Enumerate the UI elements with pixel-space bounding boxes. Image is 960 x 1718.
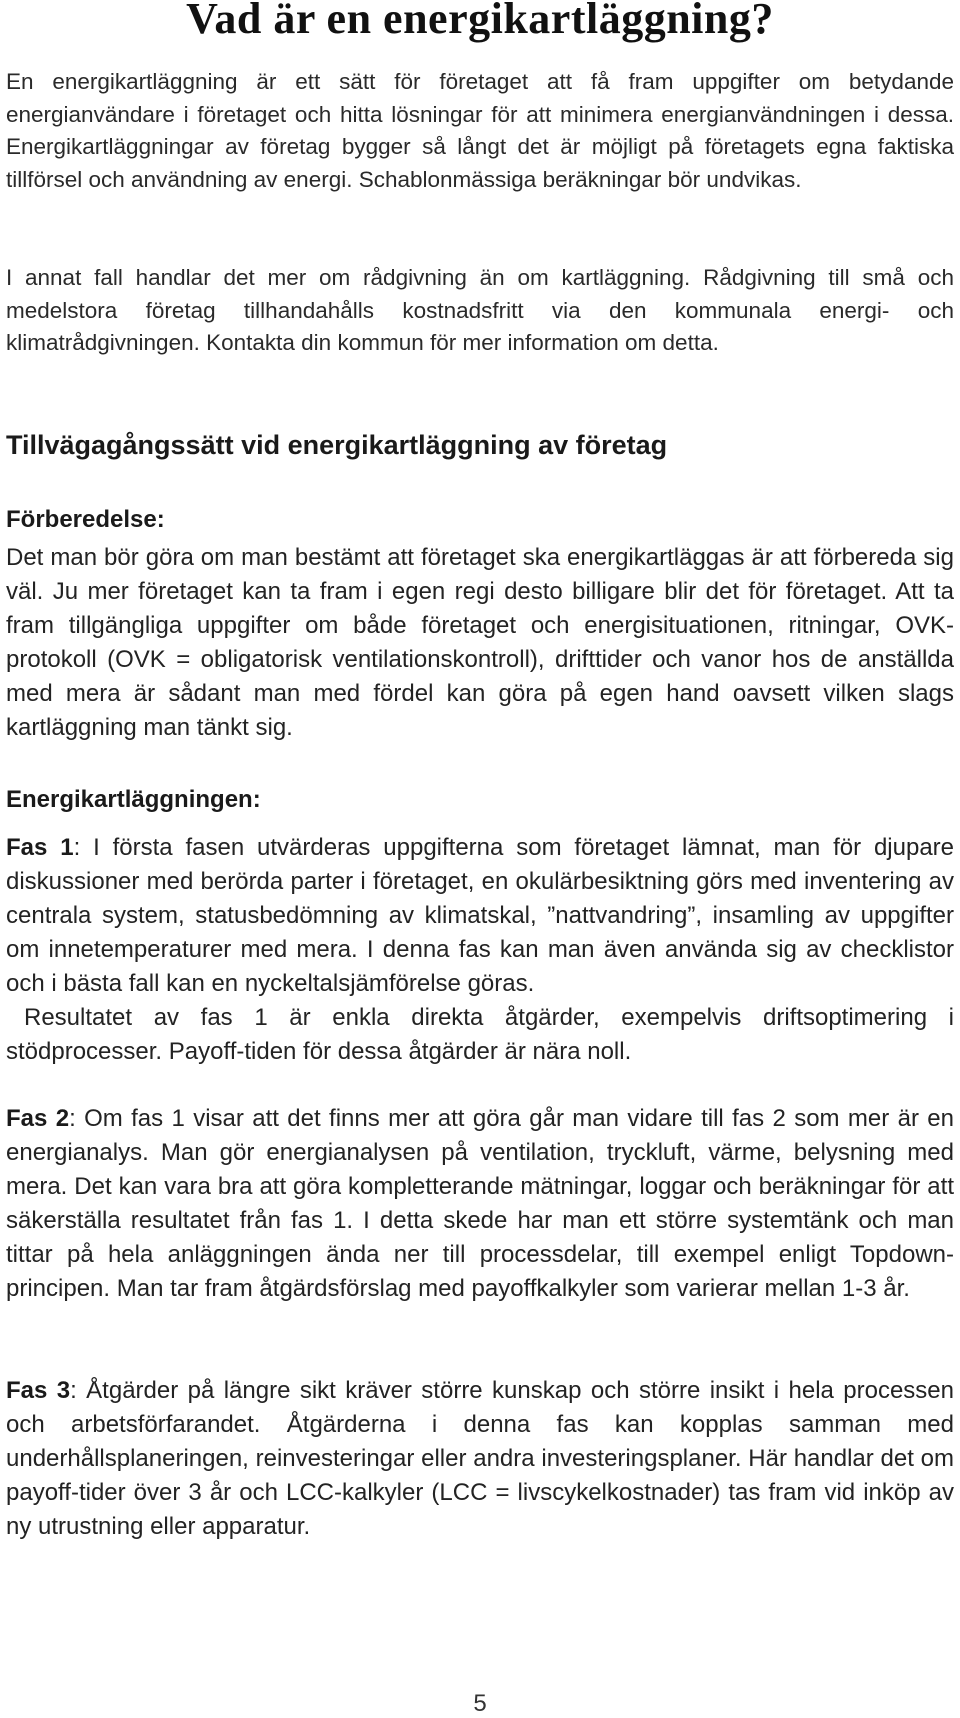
- phase-1-paragraph: [6, 831, 954, 1001]
- phase-2-text: : Om fas 1 visar att det finns mer att göra går man vidare till fas 2 som mer är en energianalys. Man gör energianalysen på ventilation, tryckluft, värme, belysning med mera. Det kan vara bra att göra kompletterande mätningar, loggar och beräkningar för att säkerställa resultatet från fas 1. I detta skede har man ett större systemtänk och man tittar på hela anläggningen ända ner till processdelar, till exempel enligt Topdown-principen. Man tar fram åtgärdsförslag med payoffkalkyler som varierar mellan 1-3 år.: [6, 1105, 954, 1302]
- phase-1-result-text: Resultatet av fas 1 är enkla direkta åtgärder, exempelvis driftsoptimering i stödprocesser. Payoff-tiden för dessa åtgärder är nära noll.: [6, 1004, 954, 1065]
- phase-3-text: : Åtgärder på längre sikt kräver större kunskap och större insikt i hela processen och arbetsförfarandet. Åtgärderna i denna fas kan kopplas samman med underhållsplaneringen, reinvesteringar eller andra investeringsplaner. Här handlar det om payoff-tider över 3 år och LCC-kalkyler (LCC = livscykelkostnader) tas fram vid inköp av ny utrustning eller apparatur.: [6, 1377, 955, 1540]
- section-heading: Tillvägagångssätt vid energikartläggning av företag: [6, 430, 668, 460]
- phase-1-text: : I första fasen utvärderas uppgifterna som företaget lämnat, man för djupare diskussioner med berörda parter i företaget, en okulärbesiktning görs med inventering av centrala system, statusbedömning av klimatskal, ”nattvandring”, insamling av uppgifter om innetemperaturer med mera. I denna fas kan man även använda sig av checklistor och i bästa fall kan en nyckeltalsjämförelse göras.: [6, 834, 955, 997]
- intro-paragraph-1: En energikartläggning är ett sätt för företaget att få fram uppgifter om betydande energianvändare i företaget och hitta lösningar för att minimera energianvändningen i dessa. Energikartläggningar av företag bygger så långt det är möjligt på företagets egna faktiska tillförsel och användning av energi. Schablonmässiga beräkningar bör undvikas.: [6, 69, 954, 192]
- phase-3-paragraph: [6, 1374, 954, 1544]
- phase-2-label: Fas 2: [6, 1105, 70, 1132]
- phase-1-label: Fas 1: [6, 834, 74, 861]
- page-title: Vad är en energikartläggning?: [186, 0, 774, 43]
- phase-3-label: Fas 3: [6, 1377, 71, 1404]
- preparation-paragraph: Det man bör göra om man bestämt att företaget ska energikartläggas är att förbereda sig väl. Ju mer företaget kan ta fram i egen regi desto billigare blir det för företaget. Att ta fram tillgängliga uppgifter om både företaget och energisituationen, ritningar, OVK-protokoll (OVK = obligatorisk ventilationskontroll), drifttider och vanor hos de anställda med mera är sådant man med fördel kan göra på egen hand oavsett vilken slags kartläggning man tänkt sig.: [6, 544, 954, 741]
- intro-paragraph-2: I annat fall handlar det mer om rådgivning än om kartläggning. Rådgivning till små och medelstora företag tillhandahålls kostnadsfritt via den kommunala energi- och klimatrådgivningen. Kontakta din kommun för mer information om detta.: [6, 265, 954, 355]
- page-number: 5: [473, 1690, 487, 1717]
- survey-heading: Energikartläggningen:: [6, 786, 261, 813]
- phase-2-paragraph: [6, 1102, 954, 1306]
- phase-1-result-paragraph: [6, 1001, 954, 1069]
- preparation-heading: Förberedelse:: [6, 506, 165, 533]
